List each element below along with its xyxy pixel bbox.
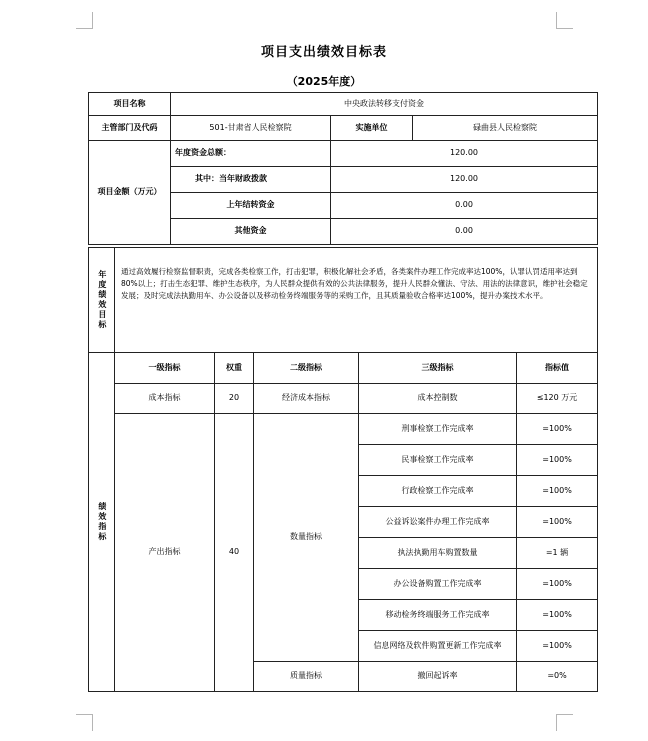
cost-level1: 成本指标 [115,384,215,414]
quantity-row-value: =100% [517,507,598,538]
crop-mark-bottom-right [556,714,573,731]
indicators-section-label: 绩效指标 [97,502,107,542]
fund-current-label: 其中：当年财政拨款 [171,167,331,193]
document-subtitle: （2025年度） [286,75,362,88]
quality-level2: 质量指标 [254,662,359,692]
project-info-table [88,92,598,245]
quantity-row-value: =100% [517,445,598,476]
quantity-row-level3: 办公设备购置工作完成率 [359,569,517,600]
header-weight: 权重 [215,353,254,384]
cost-level2: 经济成本指标 [254,384,359,414]
quantity-row-level3: 执法执勤用车购置数量 [359,538,517,569]
quality-row-value: =0% [517,662,598,692]
crop-mark-bottom-left [76,714,93,731]
header-level1: 一级指标 [115,353,215,384]
quantity-row-level3: 刑事检察工作完成率 [359,414,517,445]
cost-level3: 成本控制数 [359,384,517,414]
crop-mark-top-right [556,12,573,29]
quantity-row-value: =1 辆 [517,538,598,569]
document-title: 项目支出绩效目标表 [260,45,387,60]
output-weight: 40 [215,414,254,692]
quantity-row-value: =100% [517,600,598,631]
dept-label: 主管部门及代码 [89,116,171,141]
unit-value: 碌曲县人民检察院 [413,116,598,141]
project-name-label: 项目名称 [89,93,171,116]
fund-carryover-value: 0.00 [331,193,598,219]
quantity-row-value: =100% [517,414,598,445]
quantity-level2: 数量指标 [254,414,359,662]
annual-goal-text: 通过高效履行检察监督职责，完成各类检察工作，打击犯罪，积极化解社会矛盾，各类案件办理工作完成率达100%，认罪认罚适用率达到80%以上；打击生态犯罪、维护生态秩序，为人民群众提供有效的公共法律服务，提升人民群众懂法、守法、用法的法律意识，维护社会稳定发展；及时完成法执勤用车、办公设备以及移动检务终端服务等的采购工作，且其质量验收合格率达100%，提升办案技术水平。 [115,248,598,353]
dept-value: 501-甘肃省人民检察院 [171,116,331,141]
quantity-row-level3: 行政检察工作完成率 [359,476,517,507]
project-name-value: 中央政法转移支付资金 [171,93,598,116]
annual-goal-label: 年度绩效目标 [97,270,107,330]
unit-label: 实施单位 [331,116,413,141]
quantity-row-level3: 民事检察工作完成率 [359,445,517,476]
quantity-row-level3: 公益诉讼案件办理工作完成率 [359,507,517,538]
fund-other-value: 0.00 [331,219,598,245]
fund-other-label: 其他资金 [171,219,331,245]
output-level1: 产出指标 [115,414,215,692]
performance-table [88,247,598,692]
crop-mark-top-left [76,12,93,29]
quantity-row-value: =100% [517,569,598,600]
fund-current-value: 120.00 [331,167,598,193]
quantity-row-level3: 信息网络及软件购置更新工作完成率 [359,631,517,662]
cost-value: ≤120 万元 [517,384,598,414]
cost-weight: 20 [215,384,254,414]
fund-total-value: 120.00 [331,141,598,167]
header-value: 指标值 [517,353,598,384]
annual-goal-label-cell [89,248,115,353]
quality-row-level3: 撤回起诉率 [359,662,517,692]
funds-label: 项目金额（万元） [89,141,171,245]
quantity-row-level3: 移动检务终端服务工作完成率 [359,600,517,631]
fund-total-label: 年度资金总额： [171,141,331,167]
indicators-section-cell [89,353,115,692]
fund-carryover-label: 上年结转资金 [171,193,331,219]
quantity-row-value: =100% [517,631,598,662]
quantity-row-value: =100% [517,476,598,507]
header-level2: 二级指标 [254,353,359,384]
header-level3: 三级指标 [359,353,517,384]
